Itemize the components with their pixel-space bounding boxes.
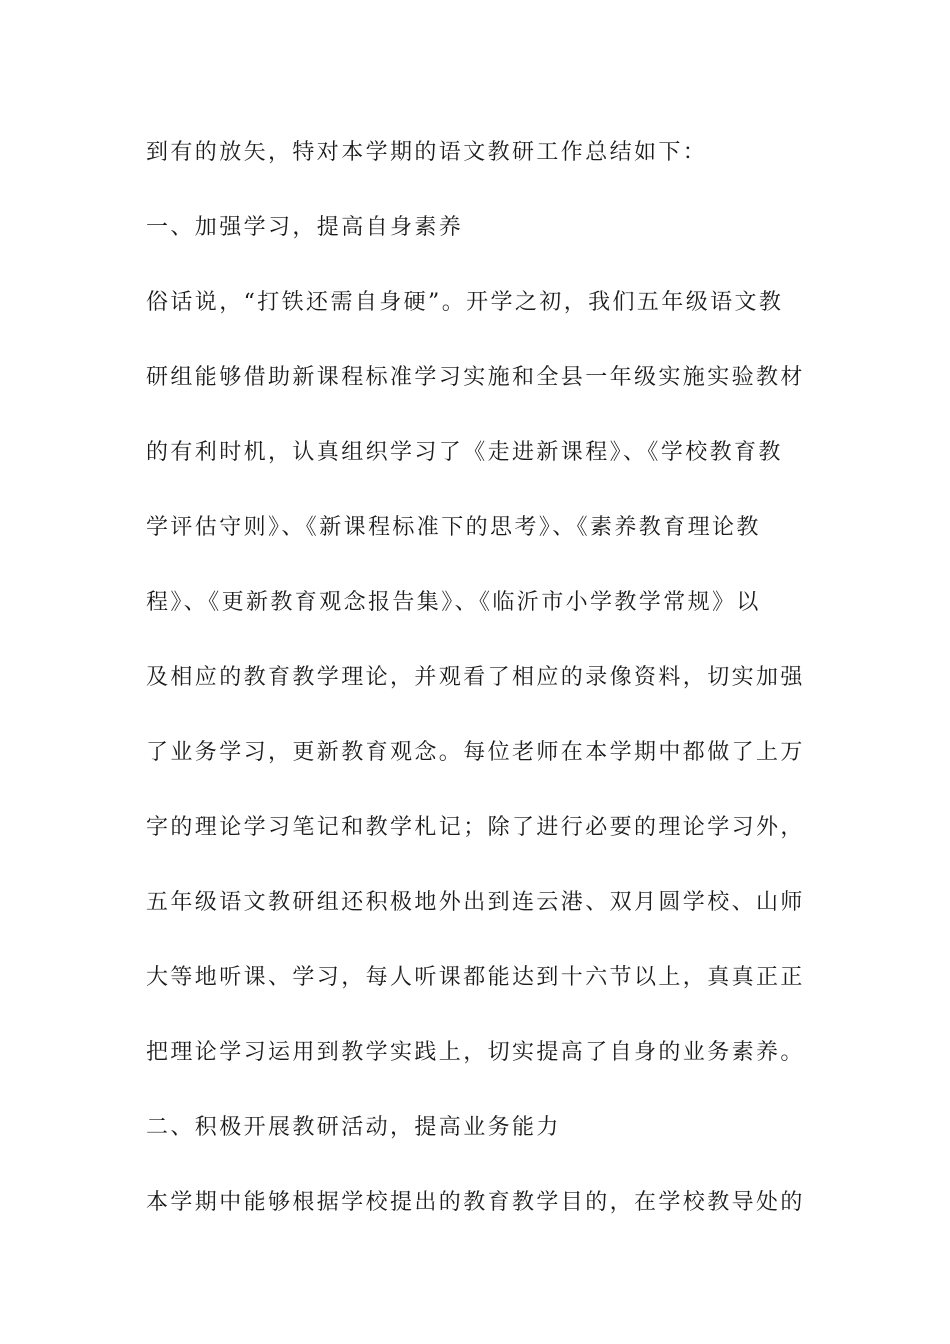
section-heading: 一、加强学习，提高自身素养 <box>146 215 464 240</box>
body-text-line: 本学期中能够根据学校提出的教育教学目的，在学校教导处的 <box>146 1190 805 1215</box>
body-text-line: 大等地听课、学习，每人听课都能达到十六节以上，真真正正 <box>146 965 805 990</box>
body-text-line: 五年级语文教研组还积极地外出到连云港、双月圆学校、山师 <box>146 890 805 915</box>
body-text-line: 了业务学习，更新教育观念。每位老师在本学期中都做了上万 <box>146 740 805 765</box>
body-text-line: 把理论学习运用到教学实践上，切实提高了自身的业务素养。 <box>146 1040 805 1065</box>
section-heading: 二、积极开展教研活动，提高业务能力 <box>146 1115 561 1140</box>
body-text-line: 及相应的教育教学理论，并观看了相应的录像资料，切实加强 <box>146 665 805 690</box>
document-body <box>146 136 806 1261</box>
body-text-line: 字的理论学习笔记和教学札记；除了进行必要的理论学习外， <box>146 815 805 840</box>
body-text-line: 俗话说，“打铁还需自身硬”。开学之初，我们五年级语文教 <box>146 290 784 315</box>
body-text-line: 学评估守则》、《新课程标准下的思考》、《素养教育理论教 <box>146 515 761 540</box>
body-text-line: 程》、《更新教育观念报告集》、《临沂市小学教学常规》以 <box>146 590 761 615</box>
body-text-line: 的有利时机，认真组织学习了《走进新课程》、《学校教育教 <box>146 440 783 465</box>
body-text-line: 到有的放矢，特对本学期的语文教研工作总结如下： <box>146 140 708 165</box>
body-text-line: 研组能够借助新课程标准学习实施和全县一年级实施实验教材 <box>146 365 805 390</box>
